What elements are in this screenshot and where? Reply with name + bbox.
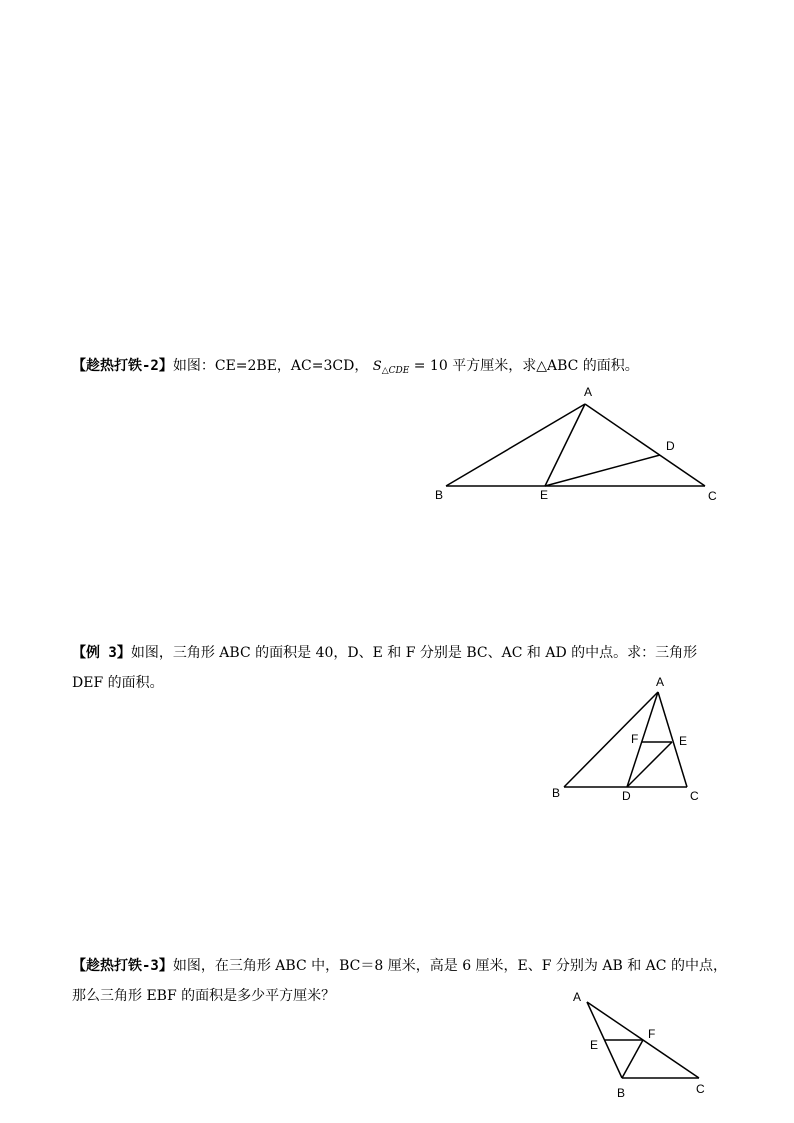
point-label-E: E bbox=[540, 488, 549, 502]
figure-1-triangle bbox=[430, 380, 730, 510]
segment-ED bbox=[545, 455, 660, 486]
segment-BF bbox=[622, 1040, 643, 1078]
point-label-F: F bbox=[631, 732, 639, 746]
point-label-D: D bbox=[666, 439, 675, 453]
figure-2-triangle bbox=[545, 670, 715, 810]
segment-BA bbox=[446, 404, 585, 486]
point-label-A: A bbox=[573, 990, 582, 1004]
point-label-C: C bbox=[708, 489, 717, 503]
problem-3-body: 如图，在三角形 ABC 中，BC＝8 厘米，高是 6 厘米，E、F 分别为 AB 和 AC 的中点，那么三角形 EBF 的面积是多少平方厘米？ bbox=[72, 958, 727, 1004]
point-label-F: F bbox=[648, 1027, 656, 1041]
point-label-E: E bbox=[590, 1038, 599, 1052]
problem-1-tag: 【趁热打铁-2】 bbox=[72, 358, 173, 374]
problem-2-body: 如图，三角形 ABC 的面积是 40，D、E 和 F 分别是 BC、AC 和 AD 的中点。求：三角形 DEF 的面积。 bbox=[72, 645, 698, 691]
figure-3-triangle bbox=[565, 985, 715, 1100]
point-label-B: B bbox=[617, 1086, 626, 1100]
point-label-A: A bbox=[656, 675, 665, 689]
area-symbol: S bbox=[372, 359, 382, 374]
segment-AC bbox=[585, 404, 705, 486]
point-label-B: B bbox=[552, 786, 561, 800]
point-label-A: A bbox=[584, 385, 593, 399]
problem-3-tag: 【趁热打铁-3】 bbox=[72, 958, 173, 974]
segment-BA bbox=[564, 692, 658, 787]
point-label-B: B bbox=[435, 488, 444, 502]
point-label-D: D bbox=[622, 789, 631, 803]
area-subscript: △CDE bbox=[381, 366, 410, 376]
point-label-C: C bbox=[696, 1082, 705, 1096]
problem-2-tag: 【例 3】 bbox=[72, 645, 131, 661]
problem-1-text-a: 如图：CE=2BE，AC=3CD， bbox=[172, 358, 369, 374]
point-label-C: C bbox=[690, 789, 699, 803]
problem-1-text-b: = 10 平方厘米，求△ABC 的面积。 bbox=[413, 358, 639, 374]
point-label-E: E bbox=[679, 734, 688, 748]
